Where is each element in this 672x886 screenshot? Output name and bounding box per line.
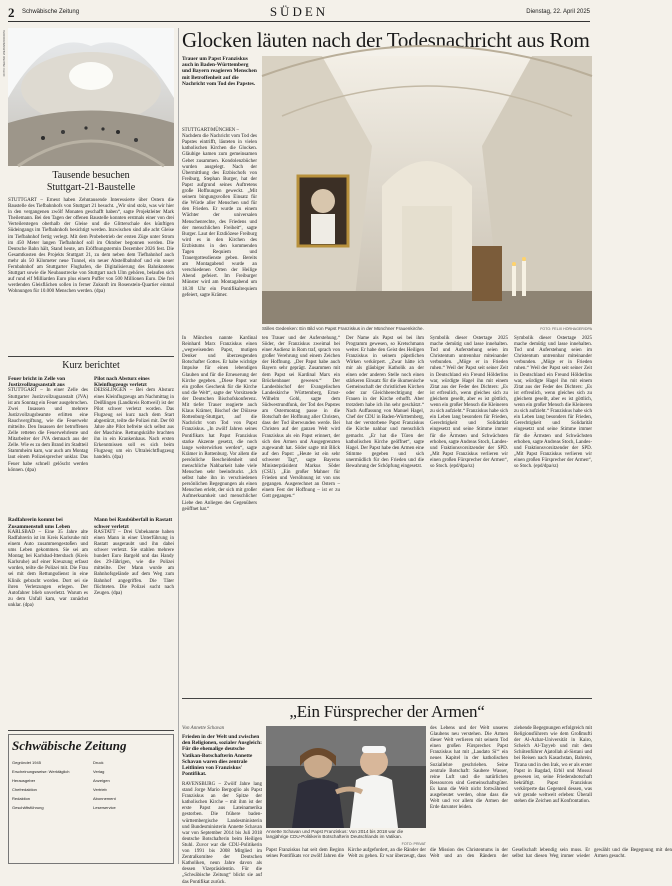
main-photo-caption: Stilles Gedenken: Ein Bild von Papst Franziskus in der Münchner Frauenkirche. — [262, 326, 424, 331]
stuttgart21-headline — [8, 170, 174, 194]
bottom-photo — [266, 726, 426, 828]
briefs-col-right — [94, 376, 174, 726]
stuttgart21-headline-line1: Tausende besuchen — [52, 170, 130, 181]
brief-body: RASTATT – Drei Unbekannte haben einen Mann in einer Unterführung in Rastatt ausgeraubt und ihn dabei schwer verletzt. Sie stahlen mehrere hundert Euro Bargeld und das Handy des 29-Jährigen, wie die Polizei mitteilte. Der Mann wurde am Bahnhofsgelände auf dem Weg zum Bahnhof angegriffen. Die Täter flüchteten. Die Polizei sucht nach Zeugen. (dpa) — [94, 529, 174, 596]
main-photo — [262, 56, 592, 324]
bottom-photo-credit: FOTO: PRIVAT — [401, 842, 426, 846]
impressum-line: Erscheinungsweise: Werktäglich — [12, 769, 70, 774]
impressum-line: Anzeigen — [93, 778, 110, 783]
main-byline: STUTTGART/MÜNCHEN – — [182, 128, 239, 133]
divider — [8, 730, 174, 731]
briefs-col-left — [8, 376, 88, 726]
main-body-col4: Der Name als Papst sei bei ihm Programm gewesen, so Kretschmann weiter. Er habe den Geist des Heiligen Franziskus in seinem päpstlichen Wirken verkörpert. „Zwar hätte ich mir als gläubiger Katholik an der einen oder anderen Stelle noch einen stärkeren Einsatz für die ökumenische Gemeinschaft der christlichen Kirchen oder zur Gleichberechtigung der Frauen in der Kirche erhofft. Aber trotzdem habe ich ihn sehr geschätzt.“ Nach Auffassung von Manuel Hagel, Chef der CDU in Baden-Württemberg, hat der verstorbene Papst Franziskus die Kirche nahbar und menschlich gemacht. „Er hat die Türen der katholischen Kirche geöffnet“, sagte Hagel. Der Papst habe den Armen eine Stimme gegeben und sich unermüdlich für den Frieden und die Bewahrung der Schöpfung eingesetzt. — [346, 336, 424, 469]
bottom-body-col4: ziehende Begegnungen erfolgreich mit Religionsführern wie dem Großmufti der Al-Azhar-Universität in Kairo, Scheich Al-Tayyeb und mit dem Schiitenführer Ajatollah al-Sistani und bei Reisen nach Kasachstan, Bahrein, Tirana und in den Irak, wo er als erster Papst in Bagdad, Erbil und Mossul gewesen ist, seine Friedensbotschaft bekräftigt. Papst Franziskus verkörperte das Gegenteil dessen, was wir gerade weltweit erleben: Überall stehen die Zeichen auf Konfrontation. — [514, 726, 592, 805]
bottom-body-col1: RAVENSBURG – Zwölf Jahre lang stand Jorge Mario Bergoglio als Papst Franziskus an der Spitze der katholischen Kirche – mit ihm ist der erste Papst aus Lateinamerika gestorben. Die frühere baden-württembergische Landesministerin und Bundesministerin Annette Schavan war von September 2014 bis Juli 2018 deutsche Botschafterin beim Heiligen Stuhl. Zuvor war die CDU-Politikerin von 1991 bis 2008 Mitglied im Zentralkomitee der Deutschen Katholiken, neun Jahre davon als dessen Vizepräsidentin. Für die „Schwäbische Zeitung“ blickt sie auf das Pontifikat zurück. — [182, 782, 262, 885]
main-lead: Trauer um Papst Franziskus auch in Baden-Württemberg und Bayern reagieren Menschen mit Betroffenheit auf die Nachricht vom Tod des Papstes. — [182, 56, 257, 87]
main-body-col2: In München nannte Kardinal Reinhard Marx Franziskus einen „wegweisenden Papst, mutigen Denker und überzeugenden Botschafter Gottes. Er habe wichtige Impulse für einen lebendigen Glauben und für die Erneuerung der Kirche gegeben. „Diese Papst war ein großes Geschenk für die Kirche und die Welt“, sagte der Vorsitzende der Deutschen Bischofskonferenz. Mit tiefer Trauer reagierte auch Klaus Krämer, Bischof der Diözese Rottenburg-Stuttgart, auf die Nachricht vom Tod von Papst Franziskus. „In zwölf Jahren seines Pontifikats hat Papst Franziskus starke Akzente gesetzt, die noch lange weiterwirken werden“, sagte Krämer in Rottenburg. Vor allem die persönliche Bescheidenheit und menschliche Nahbarkeit habe viele Menschen sehr beeindruckt. „Ich selbst habe ihn in verschiedenen persönlichen Begegnungen als einen Menschen erlebt, der sich mit großer Aufmerksamkeit und menschlicher Liebe den Anliegen des Gegenübers geöffnet hat.“ — [182, 336, 257, 512]
impressum-line: Gegründet 1945 — [12, 760, 41, 765]
main-body-col3: ten Trauer und der Auferstehung.“ Söder, der Franziskus zweimal bei einer Audienz in Rom traf, sprach von großer Verehrung und einem Zeichen der Hoffnung. „Der Papst habe auch Bayern sehr geprägt. Zusammen mit dem Papst sei Kardinal Marx ein Brückenbauer gewesen.“ Der Landesbischof der Evangelischen Landeskirche Württemberg, Ernst-Wilhelm Gohl, sagte dem Südwestrundfunk, der Tod des Papstes am Ostermontag passe in die Botschaft der Hoffnung aller Christen, dass der Tod überwunden werde. Bei Christen auf der ganzen Welt wird Franziskus als ein Papst erinnert, der sich den Armen und Ausgegrenzten zugewandt hat. Söder sagte mit Blick auf den Papst: „Heute ist ein sehr schwerer Tag“, sagte Bayerns Ministerpräsident Markus Söder (CSU). „Ein großer Mahner für Frieden und Versöhnung ist von uns gegangen. Ausgerechnet an Ostern – einem Fest der Hoffnung – ist er zu Gott gegangen.“ — [262, 336, 340, 500]
page-number: 2 — [8, 5, 15, 20]
brief-body: DEISSLINGEN – Bei dem Absturz eines Kleinflugzeugs am Nachmittag in Deißlingen (Landkreis Rottweil) ist der Pilot schwer verletzt worden. Das Flugzeug sei kurz nach dem Start abgestürzt, teilte die Polizei mit. Der 60 Jahre alte Pilot befreite sich selbst aus der Maschine. Rettungskräfte brachten ihn in ein Krankenhaus. Nach ersten Erkenntnissen soll es sich beim Flugzeug um ein Ultraleichtflugzeug handeln. (dpa) — [94, 388, 174, 461]
impressum-right — [93, 758, 170, 812]
impressum-box — [8, 734, 174, 864]
section-title: SÜDEN — [269, 4, 329, 19]
impressum-line: Vertrieb — [93, 787, 107, 792]
bottom-photo-caption: Annette Schavan und Papst Franziskus: Von 2014 bis 2018 war die langjährige CDU-Politikerin Botschafterin Deutschlands im Vatikan. — [266, 829, 404, 840]
stuttgart21-photo — [8, 28, 174, 166]
stuttgart21-headline-line2: Stuttgart-21-Baustelle — [46, 182, 136, 193]
bottom-lead: Frieden in der Welt und zwischen den Religionen, sozialer Ausgleich: Für die ehemalige deutsche Vatikan-Botschafterin Annette Schavan waren dies zentrale Leitlinien von Franziskus' Pontifikat. — [182, 734, 262, 778]
issue-date: Dienstag, 22. April 2025 — [526, 9, 590, 15]
brief-body: KARLSBAD – Eine 35 Jahre alte Radfahrerin ist im Kreis Karlsruhe mit einem Auto zusammengestoßen und ums Leben gekommen. Sie sei am Montag bei Karlsbad-Ittersbach (Kreis Karlsruhe) auf einer Kreuzung erfasst worden, teilte die Polizei mit. Die Frau sei mit dem Rettungsdienst in eine Klinik gebracht worden. Dort sei sie ihren Verletzungen erlegen. Der Autofahrer blieb unverletzt. Warum es zu dem Unfall kam, war zunächst unklar. (dpa) — [8, 529, 88, 608]
impressum-line: Leserservice — [93, 805, 116, 810]
brief-body: STUTTGART – In einer Zelle des Stuttgarter Justizvollzugsanstalt (JVA) ist am Sonntag ein Feuer ausgebrochen. Zwei Insassen und mehrere Justizvollzugsbeamte erlitten eine Rauchvergiftung, wie die Feuerwehr mitteilte. Den Insassen der betroffenen Zelle retteten die Feuerwehrleute und Mitarbeiter der JVA demnach aus der Zelle. Wie es zu dem Brand im Stadtteil Stammheim kam, war auch am Montag laut einem Polizeisprecher unklar. Das Feuer habe schnell gelöscht werden können. (dpa) — [8, 388, 88, 473]
impressum-left — [12, 758, 89, 812]
main-body-col5: Symbolik dieser Ostertage 2025 mache demütig und lasse innehalten. Tod und Auferstehung seien im Christentum untrennbar miteinander verbunden. „Möge er in Frieden ruhen.“ Weil der Papst seit seiner Zeit in Deutschland ein Freund Hölderlins war, würdigte Hagel ihn mit einem Zitat aus der Feder des Dichters: „Es ist erfreulich, wenn gleiches sich zu gleichem gesellt, aber es ist göttlich, wenn ein großer Mensch die Kleineren zu sich aufzieht.“ Franziskus habe sich ein Leben lang besonders für Frieden, Gerechtigkeit und Solidarität eingesetzt und seine Stimme immer für die Ärmsten und Schwächsten erhoben, sagte Andreas Stoch, Landes- und Fraktionsvorsitzender der SPD. „Mit Papst Franziskus verlieren wir einen großen Fürsprecher der Armen“, so Stoch. (epd/dpa/sz) — [430, 336, 508, 469]
brief-headline: Mann bei Raubüberfall in Rastatt schwer verletzt — [94, 517, 173, 530]
impressum-line: Geschäftsführung — [12, 805, 44, 810]
impressum-line: Abonnement — [93, 796, 116, 801]
briefs-title: Kurz berichtet — [62, 360, 120, 371]
paper-name: Schwäbische Zeitung — [22, 9, 80, 15]
impressum-line: Verlag — [93, 769, 105, 774]
brief-headline: Feuer bricht in Zelle von Justizvollzugsanstalt aus — [8, 376, 66, 389]
main-headline: Glocken läuten nach der Todesnachricht aus Rom — [182, 28, 590, 52]
stuttgart21-body: STUTTGART – Erneut haben Zehntausende Interessierte über Ostern die Baustelle des Tiefbahnhofs von Stuttgart 21 besucht. „Wir sind stolz, was wir hier in den vergangenen zwölf Monaten geschafft haben“, sagte Projektleiter Mark Theilemann. Bei den Tagen der offenen Baustelle konnten erstmals einer von drei Verteilerstegen oberhalb der Gleise und die Glitterschale des künftigen Südeingangs im Tiefbahnhofs besichtigt werden. Inzwischen sind alle acht Gleise im Tiefbahnhof fertig verlegt. Mit dem Probebetrieb der ersten Züge unter Strom im 450 Meter langen Tiefbahnhof soll im Oktober begonnen werden. Die Deutsche Bahn hält, Stand heute, am Eröffnungstermin Dezember 2026 fest. Die Gesamtkosten des Projekts Stuttgart 21, zu dem neben dem Tiefbahnhof auch mehr als 50 Kilometer neue Tunnel, ein neuer Abstellbahnhof und ein neuer Fernbahnhof am Stuttgarter Flughafen, die Digitalisierung des Bahnknotens Stuttgart sowie die Neubaustrecke von Stuttgart nach Ulm gehören, belaufen sich auf rund elf Milliarden Euro plus einem Puffer von 500 Millionen Euro. Die frei werdenden Gleisflächen sollen in ferner Zukunft im Rosenstein-Quartier einmal Wohnungen für 10.000 Menschen werden. (dpa) — [8, 198, 174, 295]
brief-headline: Pilot nach Absturz eines Kleinflugzeugs verletzt — [94, 376, 150, 389]
divider — [8, 356, 174, 357]
bottom-body-col2: Papst Franziskus hat seit dem Beginn seines Pontifikats vor zwölf Jahren die Kirche aufgefordert, an die Ränder der Welt zu gehen. Er war überzeugt, dass die Mission des Christentums in der Welt und an den Rändern der Gesellschaft lebendig sein muss. Er selbst hat diesen Weg immer wieder gewählt und die Begegnung mit den Armen gesucht. — [266, 848, 672, 860]
impressum-line: Herausgeber — [12, 778, 36, 783]
impressum-line: Redaktion — [12, 796, 31, 801]
brief-headline: Radfahrerin kommt bei Zusammenstoß ums Leben — [8, 517, 71, 530]
stuttgart21-photo-credit: FOTO: BERND WEISSBROD/DPA — [2, 30, 6, 77]
main-photo-credit: FOTO: FELIX HÖRHAGER/DPA — [540, 327, 592, 331]
main-body-text: Nachdem die Nachricht vom Tod des Papstes eintrifft, läuteten in vielen katholischen Kirchen die Glocken. Gläubige kamen zum gemeinsamen Gebet zusammen. Kondolenzbücher wurden ausgelegt. Nach der Übermittlung des Erzbischofs von Freiburg, Stephan Burger, hat der Papst aufgrund seines Auftretens große Hoffnungen geweckt. „Mit seinem bingungsvollen Einsatz für die Würde aller Menschen und für den Frieden. Er wurde zu einem Wächter der universalen Menschenrechte, des Friedens und der menschlichen Freiheit“, sagte Burger. Laut der Erzdiözese Freiburg wird es in den Kirchen des Erzbistums in den kommenden Tagen Requiem und Trauergottesdienste geben. Bereits am Montagabend wurde an verschiedenen Orten der Heilige Abend gefeiert. Im Freiburger Münster wird am Montagabend um 18.30 Uhr ein Pontifikalrequiem gefeiert, sagte Krämer. — [182, 134, 257, 298]
divider — [182, 698, 592, 699]
main-body-col6: Symbolik dieser Ostertage 2025 mache demütig und lasse innehalten. Tod und Auferstehung seien im Christentum untrennbar miteinander verbunden. „Möge er in Frieden ruhen.“ Weil der Papst seit seiner Zeit in Deutschland ein Freund Hölderlins war, würdigte Hagel ihn mit einem Zitat aus der Feder des Dichters: „Es ist erfreulich, wenn gleiches sich zu gleichem gesellt, aber es ist göttlich, wenn ein großer Mensch die Kleineren zu sich aufzieht.“ Franziskus habe sich ein Leben lang besonders für Frieden, Gerechtigkeit und Solidarität eingesetzt und seine Stimme immer für die Ärmsten und Schwächsten erhoben, sagte Andreas Stoch, Landes- und Fraktionsvorsitzender der SPD. „Mit Papst Franziskus verlieren wir einen großen Fürsprecher der Armen“, so Stoch. (epd/dpa/sz) — [514, 336, 592, 469]
page-header — [8, 4, 590, 22]
bottom-author: Von Annette Schavan — [182, 726, 225, 731]
column-divider — [178, 28, 179, 864]
main-body-col1 — [182, 128, 257, 328]
impressum-line: Druck — [93, 760, 104, 765]
bottom-headline: „Ein Fürsprecher der Armen“ — [289, 702, 485, 721]
bottom-body-col3: des Lebens und der Welt unseres Glaubens neu verstehen. Die Armen dieser Welt verlieren mit seinem Tod einen großen Fürsprecher. Papst Franziskus hat mit „Laudato Si'“ ein neues Kapitel in der katholischen Soziallehre geschrieben. Seine zentrale Botschaft: Saubere Wasser, reine Luft und die natürlichen Ressourcen sind Gemeinschaftsgüter. Es kann die Welt nicht fortwährend ausgebeutet werden, ohne dass die Welt und vor allem die Armen der Erde darunter leiden. — [430, 726, 508, 811]
impressum-title: Schwäbische Zeitung — [12, 738, 127, 753]
impressum-line: Chefredaktion — [12, 787, 37, 792]
